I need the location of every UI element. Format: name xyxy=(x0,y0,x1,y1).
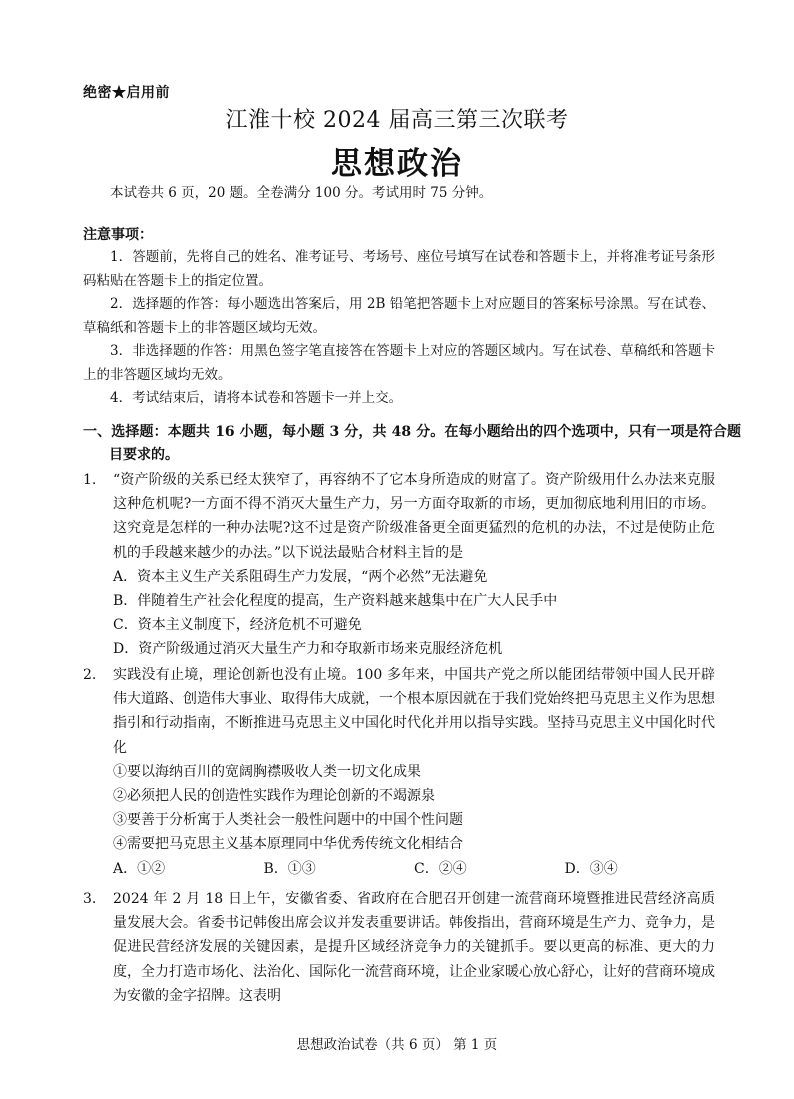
option-a: A．资本主义生产关系阻碍生产力发展，“两个必然”无法避免 xyxy=(113,568,488,585)
question-number: 1. xyxy=(83,472,97,488)
choice-a: A．①② xyxy=(113,860,166,877)
notice-item: 4．考试结束后，请将本试卷和答题卡一并上交。 xyxy=(110,390,403,406)
option-d: D．资产阶级通过消灭大量生产力和夺取新市场来克服经济危机 xyxy=(113,641,503,658)
question-number: 3. xyxy=(83,891,97,907)
question-number: 2. xyxy=(83,667,97,683)
secret-mark: 绝密★启用前 xyxy=(83,85,170,101)
subject-title: 思想政治 xyxy=(331,146,463,182)
statement-1: ①要以海纳百川的宽阔胸襟吸收人类一切文化成果 xyxy=(113,763,421,780)
question-stem: 2024 年 2 月 18 日上午，安徽省委、省政府在合肥召开创建一流营商环境暨推进民营经济高质量发展大会。省委书记韩俊出席会议并发表重要讲话。韩俊指出，营商环境是生产力、竞争力，是促进民营经济发展的关键因素，是提升区域经济竞争力的关键抓手。要以更高的标准、更大的力度，全力打造市场化、法治化、国际化一流营商环境，让企业家暖心放心舒心，让好的营商环境成为安徽的金字招牌。这表明 xyxy=(113,891,715,1004)
question-2 xyxy=(83,663,715,881)
page-footer: 思想政治试卷（共 6 页） 第 1 页 xyxy=(296,1037,498,1053)
notice-item: 1．答题前，先将自己的姓名、准考证号、考场号、座位号填写在试卷和答题卡上，并将准考证号条形码粘贴在答题卡上的指定位置。 xyxy=(83,249,715,289)
notice-heading: 注意事项： xyxy=(83,227,153,243)
exam-title: 江淮十校 2024 届高三第三次联考 xyxy=(225,108,569,133)
question-3 xyxy=(83,887,715,1008)
notice-item: 3．非选择题的作答：用黑色签字笔直接答在答题卡上对应的答题区域内。写在试卷、草稿纸和答题卡上的非答题区域均无效。 xyxy=(83,343,715,383)
notice-item: 2．选择题的作答：每小题选出答案后，用 2B 铅笔把答题卡上对应题目的答案标号涂黑。写在试卷、草稿纸和答题卡上的非答题区域均无效。 xyxy=(83,296,715,336)
choice-row xyxy=(113,857,715,881)
option-c: C．资本主义制度下，经济危机不可避免 xyxy=(113,617,362,634)
statement-4: ④需要把马克思主义基本原理同中华优秀传统文化相结合 xyxy=(113,836,463,853)
question-stem: 实践没有止境，理论创新也没有止境。100 多年来，中国共产党之所以能团结带领中国人民开辟伟大道路、创造伟大事业、取得伟大成就，一个根本原因就在于我们党始终把马克思主义作为思想指引和行动指南，不断推进马克思主义中国化时代化并用以指导实践。坚持马克思主义中国化时代化 xyxy=(113,667,715,756)
option-b: B．伴随着生产社会化程度的提高，生产资料越来越集中在广大人民手中 xyxy=(113,593,558,610)
notice-list xyxy=(83,246,715,411)
statement-3: ③要善于分析寓于人类社会一般性问题中的中国个性问题 xyxy=(113,812,463,829)
choice-c: C．②④ xyxy=(414,860,467,877)
section-heading: 一、选择题：本题共 16 小题，每小题 3 分，共 48 分。在每小题给出的四个选项中，只有一项是符合题目要求的。 xyxy=(83,424,741,463)
exam-intro: 本试卷共 6 页，20 题。全卷满分 100 分。考试用时 75 分钟。 xyxy=(110,185,493,201)
question-stem: “资产阶级的关系已经太狭窄了，再容纳不了它本身所造成的财富了。资产阶级用什么办法来克服这种危机呢?一方面不得不消灭大量生产力，另一方面夺取新的市场，更加彻底地利用旧的市场。这究竟是怎样的一种办法呢?这不过是资产阶级准备更全面更猛烈的危机的办法，不过是使防止危机的手段越来越少的办法。”以下说法最贴合材料主旨的是 xyxy=(113,472,715,561)
statement-2: ②必须把人民的创造性实践作为理论创新的不竭源泉 xyxy=(113,788,435,805)
choice-d: D．③④ xyxy=(564,860,618,877)
question-1 xyxy=(83,468,715,662)
choice-b: B．①③ xyxy=(263,860,316,877)
